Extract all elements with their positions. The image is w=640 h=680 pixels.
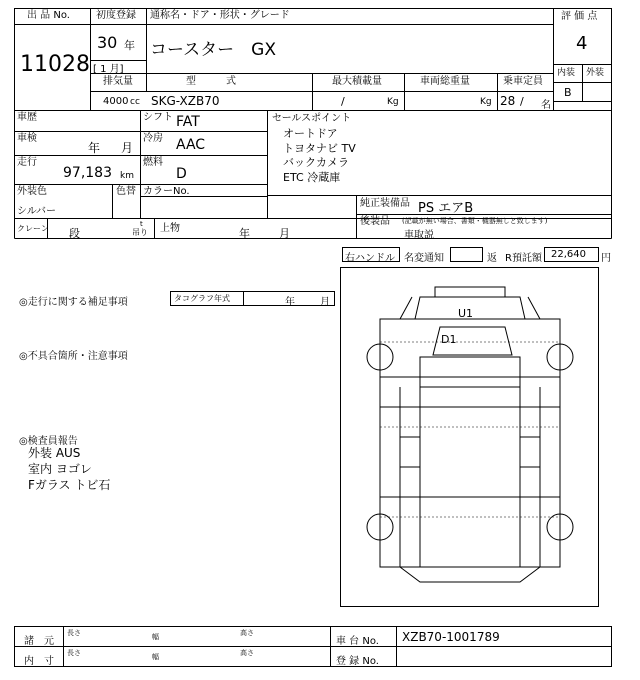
displacement-value: 4000 [103,96,129,107]
inspector-report-line: 室内 ヨゴレ [28,462,92,476]
model-code-label: 型 式 [186,76,236,87]
diagram-mark-u1: U1 [458,307,474,320]
displacement-unit: cc [130,97,140,107]
aftermarket-label: 後装品 [360,216,390,227]
reg-year: 30 [97,33,118,52]
vehicle-diagram [340,267,599,607]
interior-grade-value: B [564,86,572,99]
mileage-label: 走行 [17,157,37,168]
diagram-mark-d1: D1 [441,333,457,346]
shift-value: FAT [176,114,200,130]
ac-value: AAC [176,137,206,153]
fuel-value: D [176,166,187,182]
aftermarket-note: (記載が無い場合、書類・機器無しと致します) [402,217,548,225]
capacity-value: 28 [500,94,516,108]
spec-length-label: 長さ [67,629,81,637]
max-load-value: / [341,95,345,108]
spec-label: 諸 元 [24,636,54,647]
grade-value: 4 [576,33,588,54]
sales-point-item: ETC 冷蔵庫 [283,170,341,184]
recycle-deposit-label: R預託額 [505,253,542,264]
defects-label: ◎不具合箇所・注意事項 [19,351,128,362]
interior-grade-label: 内装 [557,68,576,78]
running-notes-label: ◎走行に関する補足事項 [19,297,128,308]
ac-label: 冷房 [143,133,163,144]
handle-position: 右ハンドル [345,253,395,264]
crane-label: クレーン [17,224,49,233]
aftermarket-value: 車取説 [404,230,434,241]
max-load-unit: Kg [387,97,399,107]
exterior-grade-label: 外装 [586,68,605,78]
fuel-label: 燃料 [143,157,163,168]
recycle-deposit-unit: 円 [601,253,611,264]
name-change-label: 名変通知 [404,253,444,264]
upper-year-unit: 年 [239,227,250,240]
color-code-label: カラーNo. [143,186,190,197]
sales-point-list [283,127,356,185]
sales-point-item: オートドア [283,127,338,140]
model-name: コースター GX [150,40,276,60]
color-change-label: 色替 [116,186,136,197]
reg-year-unit: 年 [124,39,135,52]
spec-height-label: 高さ [240,629,254,637]
recycle-label: 返 [487,253,497,264]
sales-point-label: セールスポイント [272,113,352,124]
first-reg-label: 初度登録 [96,10,136,21]
inspection-year-unit: 年 [88,141,101,155]
displacement-label: 排気量 [103,76,133,87]
lot-label: 出 品 No. [27,10,70,21]
max-load-label: 最大積載量 [332,76,382,87]
inspector-report-line: 外装 AUS [28,446,81,460]
mileage-value: 97,183 [63,165,112,181]
tachograph-year-unit: 年 [285,297,295,308]
interior-height-label: 高さ [240,649,254,657]
sales-point-item: バックカメラ [283,156,349,169]
tachograph-month-unit: 月 [320,297,330,308]
registration-label: 登 録 No. [336,656,379,667]
ext-color-value: シルバー [17,206,57,217]
inspector-report-list [28,445,110,493]
inspector-report-label: ◎検査員報告 [19,436,78,447]
genuine-equipment-value: PS エアB [418,201,474,216]
crane-ton-unit: t [140,220,143,228]
vehicle-outline-icon [367,287,573,582]
mileage-unit: km [120,171,134,181]
sales-point-item: トヨタナビ TV [283,141,356,155]
interior-width-label: 幅 [152,653,159,661]
grade-label: 評 価 点 [561,11,598,22]
crane-step-unit: 段 [69,227,80,240]
inspector-report-line: Fガラス トビ石 [28,478,111,492]
gross-weight-unit: Kg [480,97,492,107]
gross-weight-label: 車両総重量 [420,76,470,87]
interior-dim-label: 内 寸 [24,656,54,667]
interior-length-label: 長さ [67,649,81,657]
capacity-label: 乗車定員 [503,76,543,87]
history-label: 車歴 [17,112,37,123]
name-label: 通称名・ドア・形状・グレード [150,10,290,21]
genuine-equipment-label: 純正装備品 [360,198,410,209]
inspection-month-unit: 月 [121,141,134,155]
spec-width-label: 幅 [152,633,159,641]
crane-lift-unit: 吊り [132,228,148,237]
lot-number: 11028 [20,52,90,77]
chassis-number: XZB70-1001789 [402,630,500,644]
upper-month-unit: 月 [279,227,290,240]
reg-month: [ 1 月] [93,64,124,75]
upper-body-label: 上物 [160,223,180,234]
recycle-deposit-value: 22,640 [551,249,586,260]
ext-color-label: 外装色 [17,186,47,197]
capacity-unit: 名 [541,100,551,111]
model-code-value: SKG-XZB70 [151,94,220,108]
tachograph-label: タコグラフ年式 [174,294,230,303]
chassis-label: 車 台 No. [336,636,379,647]
inspection-label: 車検 [17,133,37,144]
shift-label: シフト [143,112,173,123]
capacity-slash: / [520,95,524,108]
